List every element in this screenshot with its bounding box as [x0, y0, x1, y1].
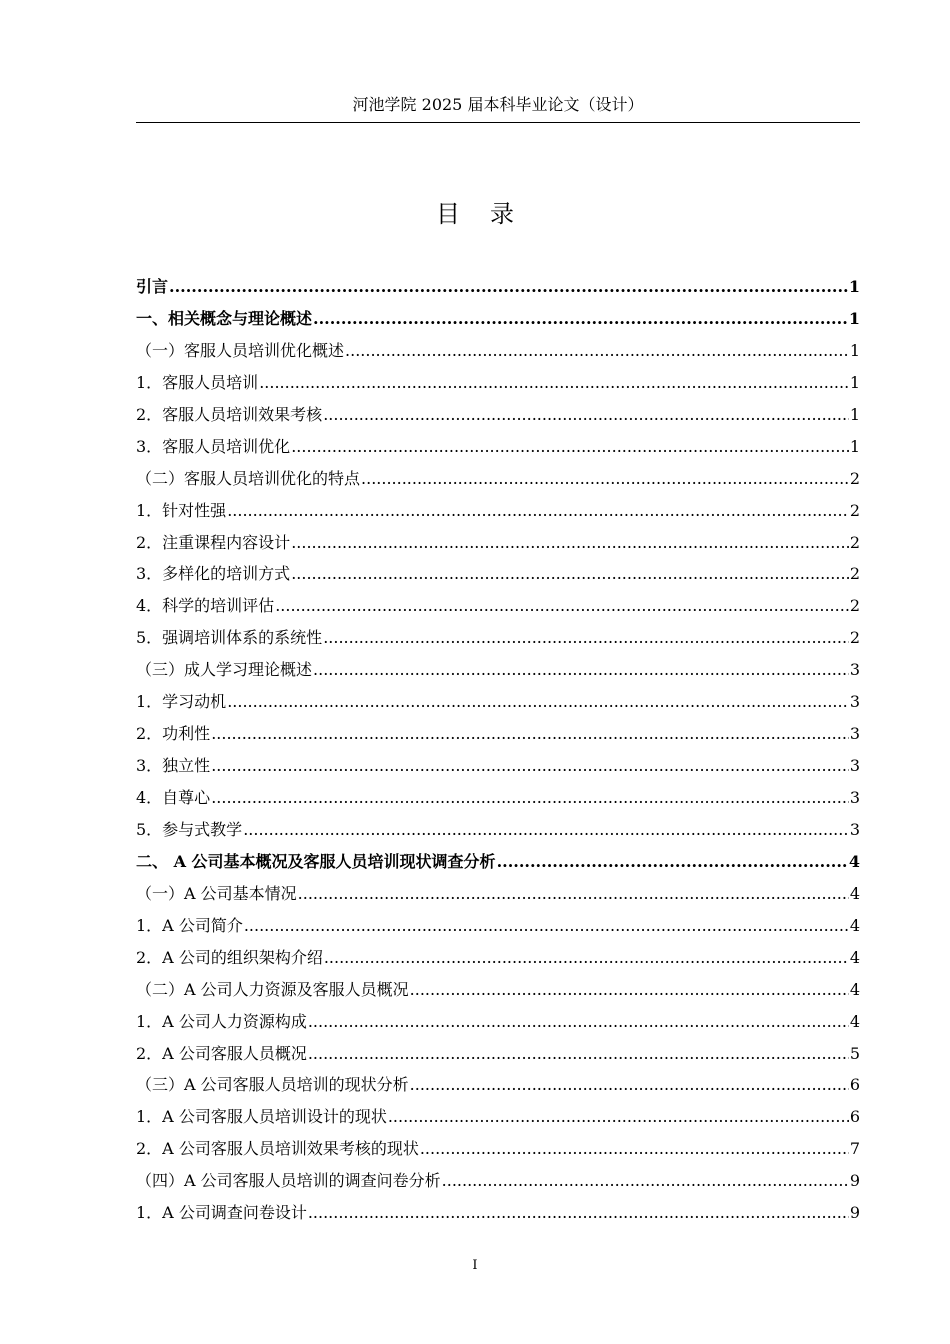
- toc-entry[interactable]: [136, 558, 860, 590]
- toc-entry[interactable]: [136, 942, 860, 974]
- toc-leader-dots: [244, 910, 849, 942]
- toc-leader-dots: [211, 782, 849, 814]
- toc-entry-label: 4．科学的培训评估: [136, 596, 275, 616]
- toc-entry-label: 3．客服人员培训优化: [136, 436, 291, 456]
- toc-entry-label: 1．A 公司人力资源构成: [136, 1011, 307, 1031]
- toc-entry[interactable]: [136, 431, 860, 463]
- toc-entry-page: 1: [848, 277, 860, 296]
- toc-leader-dots: [227, 495, 849, 527]
- toc-entry[interactable]: [136, 1133, 860, 1165]
- toc-entry-label: 2．注重课程内容设计: [136, 532, 291, 552]
- toc-leader-dots: [361, 463, 849, 495]
- toc-leader-dots: [388, 1101, 849, 1133]
- toc-entry-page: 2: [849, 532, 860, 552]
- toc-entry-label: 1．A 公司简介: [136, 915, 243, 935]
- toc-entry-label: 引言: [136, 277, 169, 296]
- toc-entry-label: 3．多样化的培训方式: [136, 564, 291, 584]
- toc-leader-dots: [291, 558, 849, 590]
- toc-entry[interactable]: [136, 367, 860, 399]
- toc-leader-dots: [442, 1165, 849, 1197]
- toc-entry-page: 6: [849, 1075, 860, 1095]
- toc-leader-dots: [243, 814, 849, 846]
- toc-entry-label: 1．针对性强: [136, 500, 227, 520]
- table-of-contents: [136, 271, 860, 1229]
- toc-entry-label: 3．独立性: [136, 756, 211, 776]
- toc-title: 目录: [436, 200, 544, 228]
- toc-entry-label: 一、相关概念与理论概述: [136, 308, 313, 328]
- toc-leader-dots: [275, 590, 849, 622]
- toc-leader-dots: [308, 1006, 849, 1038]
- toc-entry-label: （三）A 公司客服人员培训的现状分析: [136, 1075, 409, 1095]
- toc-entry-label: （三）成人学习理论概述: [136, 660, 313, 680]
- toc-entry-label: 1．A 公司调查问卷设计: [136, 1203, 307, 1223]
- toc-entry-label: （二）A 公司人力资源及客服人员概况: [136, 979, 409, 999]
- toc-entry[interactable]: [136, 1069, 860, 1101]
- toc-entry-page: 4: [849, 947, 860, 967]
- toc-entry[interactable]: [136, 782, 860, 814]
- toc-entry-page: 1: [849, 372, 860, 392]
- toc-entry-page: 6: [849, 1107, 860, 1127]
- toc-leader-dots: [313, 654, 849, 686]
- toc-entry-label: 2．A 公司的组织架构介绍: [136, 947, 323, 967]
- toc-entry-page: 4: [849, 883, 860, 903]
- toc-entry-page: 1: [848, 308, 860, 328]
- toc-entry[interactable]: [136, 718, 860, 750]
- toc-entry-label: 1．客服人员培训: [136, 372, 259, 392]
- toc-entry[interactable]: [136, 814, 860, 846]
- toc-entry-label: 1．学习动机: [136, 692, 227, 712]
- toc-leader-dots: [313, 303, 848, 335]
- toc-entry-label: 4．自尊心: [136, 788, 211, 807]
- toc-leader-dots: [497, 846, 848, 878]
- toc-leader-dots: [345, 335, 849, 367]
- toc-entry-page: 2: [849, 564, 860, 584]
- toc-entry[interactable]: [136, 622, 860, 654]
- toc-entry-label: 2．客服人员培训效果考核: [136, 404, 323, 424]
- toc-entry[interactable]: [136, 654, 860, 686]
- toc-entry-page: 2: [849, 628, 860, 648]
- toc-entry-page: 9: [849, 1203, 860, 1223]
- toc-entry-page: 5: [849, 1043, 860, 1063]
- toc-entry-label: 2．A 公司客服人员概况: [136, 1043, 307, 1063]
- toc-leader-dots: [410, 974, 849, 1006]
- toc-entry-page: 3: [849, 819, 860, 839]
- toc-entry-page: 3: [849, 724, 860, 744]
- toc-entry[interactable]: [136, 1006, 860, 1038]
- toc-entry-label: 5．强调培训体系的系统性: [136, 628, 323, 648]
- running-header: 河池学院 2025 届本科毕业论文（设计）: [352, 95, 644, 114]
- toc-entry-label: 二、 A 公司基本概况及客服人员培训现状调查分析: [136, 851, 496, 871]
- toc-entry[interactable]: [136, 463, 860, 495]
- toc-leader-dots: [211, 718, 849, 750]
- toc-entry[interactable]: [136, 910, 860, 942]
- toc-entry-page: 7: [849, 1139, 860, 1159]
- toc-entry-page: 9: [849, 1171, 860, 1191]
- toc-entry-page: 3: [849, 660, 860, 680]
- header-rule: [136, 122, 860, 123]
- toc-entry[interactable]: [136, 1165, 860, 1197]
- page-number: I: [472, 1258, 478, 1273]
- toc-entry[interactable]: [136, 527, 860, 559]
- toc-entry-page: 1: [849, 340, 860, 360]
- toc-entry-label: 1．A 公司客服人员培训设计的现状: [136, 1107, 387, 1127]
- toc-entry-page: 2: [849, 596, 860, 616]
- toc-entry[interactable]: [136, 399, 860, 431]
- toc-leader-dots: [298, 878, 849, 910]
- toc-leader-dots: [169, 271, 848, 303]
- toc-entry-page: 1: [849, 436, 860, 456]
- toc-entry[interactable]: [136, 750, 860, 782]
- toc-leader-dots: [323, 399, 849, 431]
- toc-entry-label: 2．A 公司客服人员培训效果考核的现状: [136, 1139, 419, 1159]
- toc-leader-dots: [324, 942, 849, 974]
- toc-entry-label: 2．功利性: [136, 724, 211, 744]
- toc-entry[interactable]: [136, 1101, 860, 1133]
- toc-entry[interactable]: [136, 974, 860, 1006]
- toc-entry[interactable]: [136, 846, 860, 878]
- toc-entry-page: 2: [849, 468, 860, 488]
- toc-entry-page: 3: [849, 692, 860, 712]
- toc-leader-dots: [308, 1197, 849, 1229]
- toc-entry[interactable]: [136, 335, 860, 367]
- toc-entry-page: 4: [849, 1011, 860, 1031]
- toc-leader-dots: [211, 750, 849, 782]
- toc-entry[interactable]: [136, 271, 860, 303]
- toc-leader-dots: [420, 1133, 849, 1165]
- toc-entry-label: （一）A 公司基本情况: [136, 883, 297, 903]
- toc-leader-dots: [308, 1038, 849, 1070]
- toc-entry-label: （一）客服人员培训优化概述: [136, 340, 345, 360]
- toc-leader-dots: [410, 1069, 849, 1101]
- toc-entry-page: 3: [849, 788, 860, 807]
- toc-entry[interactable]: [136, 1038, 860, 1070]
- toc-entry[interactable]: [136, 1197, 860, 1229]
- toc-entry-page: 4: [849, 915, 860, 935]
- toc-entry[interactable]: [136, 878, 860, 910]
- toc-entry-page: 1: [849, 404, 860, 424]
- toc-entry[interactable]: [136, 590, 860, 622]
- toc-entry-page: 4: [849, 979, 860, 999]
- toc-entry-page: 3: [849, 756, 860, 776]
- toc-entry[interactable]: [136, 303, 860, 335]
- toc-entry-label: （四）A 公司客服人员培训的调查问卷分析: [136, 1171, 441, 1191]
- toc-entry-page: 4: [848, 851, 860, 871]
- toc-entry-label: （二）客服人员培训优化的特点: [136, 468, 361, 488]
- toc-leader-dots: [291, 527, 849, 559]
- toc-entry-label: 5．参与式教学: [136, 819, 243, 839]
- toc-leader-dots: [259, 367, 849, 399]
- toc-leader-dots: [323, 622, 849, 654]
- toc-entry[interactable]: [136, 686, 860, 718]
- toc-leader-dots: [291, 431, 849, 463]
- toc-entry-page: 2: [849, 500, 860, 520]
- toc-leader-dots: [227, 686, 849, 718]
- toc-entry[interactable]: [136, 495, 860, 527]
